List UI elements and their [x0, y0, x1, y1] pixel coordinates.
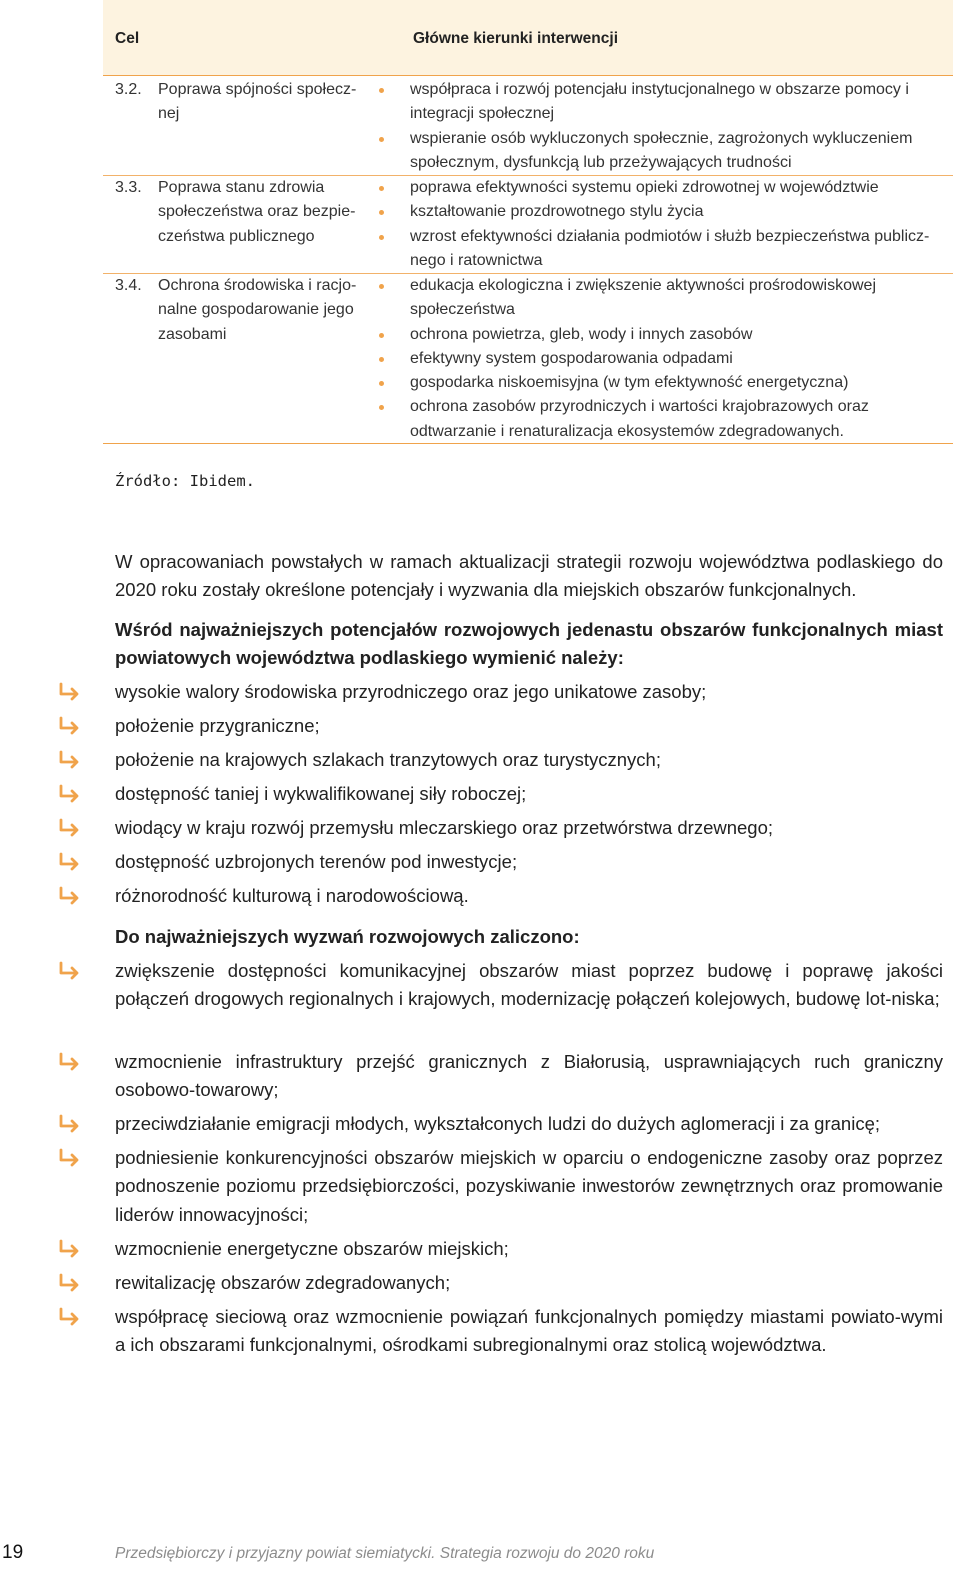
arrow-turn-right-icon	[58, 1239, 82, 1259]
goal-text	[158, 176, 358, 249]
page-number: 19	[2, 1542, 24, 1563]
goal-text	[158, 78, 358, 127]
arrow-turn-right-icon	[58, 1307, 82, 1327]
goal-text-line: Poprawa spójności społecz-	[158, 81, 357, 98]
goal-text-line: zasobami	[158, 325, 227, 343]
bullet-icon	[379, 333, 384, 338]
goal-text	[158, 274, 358, 347]
direction-item	[379, 274, 934, 323]
header-goal: Cel	[115, 30, 140, 47]
direction-item	[379, 225, 934, 274]
goal-text-line: społeczeństwa oraz bezpie-	[158, 203, 356, 221]
arrow-turn-right-icon	[58, 852, 82, 872]
direction-item	[379, 127, 934, 176]
list-item: położenie na krajowych szlakach tranzytowych oraz turystycznych;	[115, 749, 661, 770]
list-item: dostępność uzbrojonych terenów pod inwestycje;	[115, 851, 518, 872]
direction-item	[379, 323, 934, 347]
direction-text: wzrost efektywności działania podmiotów i służb bezpieczeństwa publicz-nego i ratownictwa	[410, 227, 930, 269]
goal-number: 3.3.	[115, 179, 142, 196]
arrow-turn-right-icon	[58, 784, 82, 804]
directions-list	[379, 274, 934, 444]
direction-item	[379, 200, 934, 224]
arrow-turn-right-icon	[58, 716, 82, 736]
list-item: wysokie walory środowiska przyrodniczego oraz jego unikatowe zasoby;	[115, 681, 707, 702]
list-item: położenie przygraniczne;	[115, 715, 320, 736]
goal-text-line: czeństwa publicznego	[158, 227, 315, 245]
direction-text: ochrona powietrza, gleb, wody i innych zasobów	[410, 325, 753, 343]
list-item: wzmocnienie infrastruktury przejść granicznych z Białorusią, usprawniających ruch graniczny osobowo-towarowy;	[115, 1051, 943, 1101]
table-row	[103, 76, 953, 176]
direction-item	[379, 371, 934, 395]
list-item: wzmocnienie energetyczne obszarów miejskich;	[115, 1238, 509, 1259]
goal-number: 3.2.	[115, 81, 142, 98]
arrow-turn-right-icon	[58, 886, 82, 906]
arrow-turn-right-icon	[58, 1052, 82, 1072]
goals-table	[103, 0, 953, 444]
arrow-turn-right-icon	[58, 818, 82, 838]
arrow-turn-right-icon	[58, 961, 82, 981]
list-item: podniesienie konkurencyjności obszarów miejskich w oparciu o endogeniczne zasoby oraz poprzez podnoszenie poziomu przedsiębiorczości, pozyskiwanie inwestorów zewnętrznych oraz promowanie liderów innowacyjności;	[115, 1147, 943, 1225]
bullet-icon	[379, 381, 384, 386]
arrow-turn-right-icon	[58, 750, 82, 770]
bullet-icon	[379, 405, 384, 410]
bullet-icon	[379, 137, 384, 142]
bullet-icon	[379, 88, 384, 93]
goal-text-line: nalne gospodarowanie jego	[158, 301, 354, 319]
potentials-heading: Wśród najważniejszych potencjałów rozwojowych jedenastu obszarów funkcjonalnych miast powiatowych województwa podlaskiego wymienić należy:	[115, 619, 943, 669]
bullet-icon	[379, 235, 384, 240]
bullet-icon	[379, 284, 384, 289]
list-item: przeciwdziałanie emigracji młodych, wykształconych ludzi do dużych aglomeracji i za granicę;	[115, 1113, 880, 1134]
direction-text: wspieranie osób wykluczonych społecznie, zagrożonych wykluczeniem społecznym, dysfunkcją lub przeżywających trudności	[410, 129, 913, 171]
direction-item	[379, 395, 934, 444]
direction-item	[379, 176, 934, 200]
goal-text-line: nej	[158, 105, 180, 123]
goal-text-line: Poprawa stanu zdrowia	[158, 179, 325, 196]
table-header	[103, 0, 953, 76]
list-item: różnorodność kulturową i narodowościową.	[115, 885, 469, 906]
table-row	[103, 176, 953, 274]
header-directions: Główne kierunki interwencji	[413, 30, 618, 47]
goal-text-line: Ochrona środowiska i racjo-	[158, 277, 357, 294]
direction-text: kształtowanie prozdrowotnego stylu życia	[410, 203, 704, 221]
direction-item	[379, 347, 934, 371]
table-source: Źródło: Ibidem.	[115, 472, 255, 490]
list-item: współpracę sieciową oraz wzmocnienie powiązań funkcjonalnych pomiędzy miastami powiato-wymi a ich obszarami funkcjonalnymi, ośrodkami subregionalnymi oraz stolicą województwa.	[115, 1306, 943, 1356]
direction-text: efektywny system gospodarowania odpadami	[410, 349, 733, 367]
arrow-turn-right-icon	[58, 1148, 82, 1168]
list-item: wiodący w kraju rozwój przemysłu mleczarskiego oraz przetwórstwa drzewnego;	[115, 817, 774, 838]
list-item: rewitalizację obszarów zdegradowanych;	[115, 1272, 451, 1293]
direction-text: edukacja ekologiczna i zwiększenie aktywności prośrodowiskowej społeczeństwa	[410, 277, 876, 319]
arrow-turn-right-icon	[58, 1273, 82, 1293]
direction-item	[379, 78, 934, 127]
direction-text: poprawa efektywności systemu opieki zdrowotnej w województwie	[410, 179, 879, 196]
direction-text: gospodarka niskoemisyjna (w tym efektywność energetyczna)	[410, 374, 849, 392]
directions-list	[379, 176, 934, 273]
bullet-icon	[379, 357, 384, 362]
footer-title: Przedsiębiorczy i przyjazny powiat siemiatycki. Strategia rozwoju do 2020 roku	[115, 1545, 655, 1562]
list-item: dostępność taniej i wykwalifikowanej siły roboczej;	[115, 783, 527, 804]
arrow-turn-right-icon	[58, 1114, 82, 1134]
list-item: zwiększenie dostępności komunikacyjnej obszarów miast poprzez budowę i poprawę jakości połączeń drogowych regionalnych i krajowych, modernizację połączeń kolejowych, budowę lot-niska;	[115, 960, 943, 1010]
table-row	[103, 274, 953, 444]
directions-list	[379, 78, 934, 175]
direction-text: współpraca i rozwój potencjału instytucjonalnego w obszarze pomocy i integracji społecznej	[410, 81, 909, 123]
goal-number: 3.4.	[115, 277, 142, 294]
bullet-icon	[379, 210, 384, 215]
bullet-icon	[379, 186, 384, 191]
direction-text: ochrona zasobów przyrodniczych i wartości krajobrazowych oraz odtwarzanie i renaturalizacja ekosystemów zdegradowanych.	[410, 398, 869, 440]
challenges-heading: Do najważniejszych wyzwań rozwojowych zaliczono:	[115, 926, 580, 947]
arrow-turn-right-icon	[58, 682, 82, 702]
intro-paragraph: W opracowaniach powstałych w ramach aktualizacji strategii rozwoju województwa podlaskiego do 2020 roku zostały określone potencjały i wyzwania dla miejskich obszarów funkcjonalnych.	[115, 551, 943, 601]
